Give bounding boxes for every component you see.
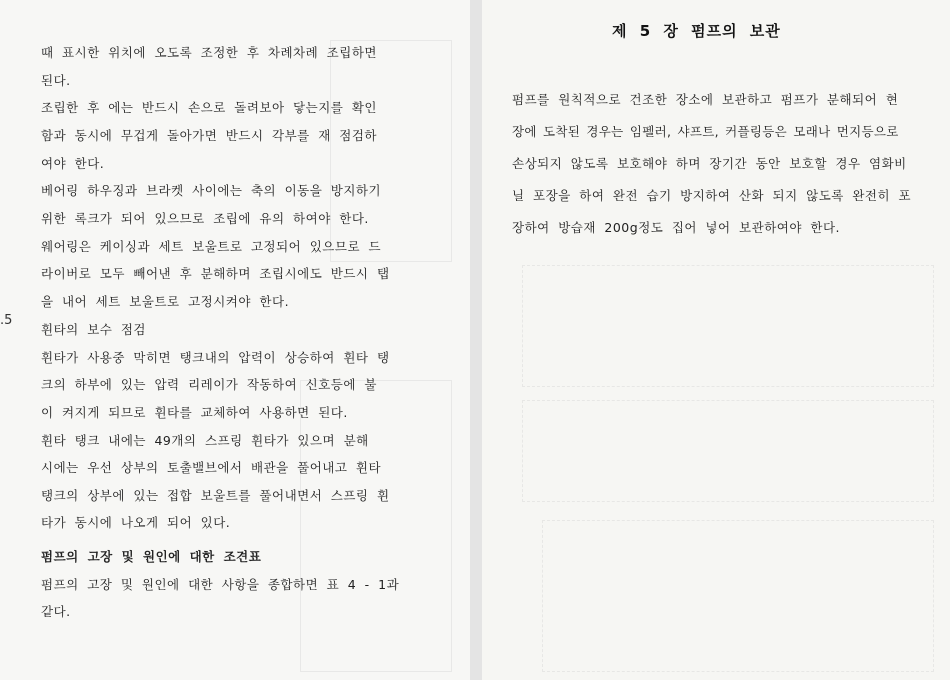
text-line: 휜타 탱크 내에는 49개의 스프링 휜타가 있으며 분해 [41, 433, 369, 448]
text-line: 된다. [41, 73, 71, 88]
text-line: 장에 도착된 경우는 임펠러, 샤프트, 커플링등은 모래나 먼지등으로 [512, 124, 899, 139]
text-line: 타가 동시에 나오게 되어 있다. [41, 515, 231, 530]
text-line: 장하여 방습재 200g정도 집어 넣어 보관하여야 한다. [512, 220, 841, 235]
bleed-through-block [522, 265, 934, 387]
text-line: 손상되지 않도록 보호해야 하며 장기간 동안 보호할 경우 염화비 [512, 156, 907, 171]
bleed-through-block [542, 520, 934, 672]
text-line: 웨어링은 케이싱과 세트 보울트로 고정되어 있으므로 드 [41, 239, 382, 254]
page-gutter [470, 0, 482, 680]
section-heading: 펌프의 고장 및 원인에 대한 조견표 [41, 549, 262, 564]
text-line: 탱크의 상부에 있는 접합 보울트를 풀어내면서 스프링 휜 [41, 488, 390, 503]
text-line: 펌프를 원칙적으로 건조한 장소에 보관하고 펌프가 분해되어 현 [512, 92, 899, 107]
bleed-through-table [330, 40, 452, 262]
text-line: 이 켜지게 되므로 휜타를 교체하여 사용하면 된다. [41, 405, 348, 420]
text-line: 크의 하부에 있는 압력 리레이가 작동하여 신호등에 불 [41, 377, 377, 392]
text-line: 조립한 후 에는 반드시 손으로 돌려보아 닿는지를 확인 [41, 100, 377, 115]
text-line: 을 내어 세트 보울트로 고정시켜야 한다. [41, 294, 290, 309]
text-line: 펌프의 고장 및 원인에 대한 사항을 종합하면 표 4 - 1과 [41, 577, 400, 592]
text-line: 함과 동시에 무겁게 돌아가면 반드시 각부를 재 점검하 [41, 128, 377, 143]
text-line: 휜타가 사용중 막히면 탱크내의 압력이 상승하여 휜타 탱 [41, 350, 390, 365]
bleed-through-block [522, 400, 934, 502]
left-page [0, 0, 470, 680]
text-line: 베어링 하우징과 브라켓 사이에는 축의 이동을 방지하기 [41, 183, 382, 198]
text-line: 때 표시한 위치에 오도록 조정한 후 차례차례 조립하면 [41, 45, 377, 60]
text-line: 닐 포장을 하여 완전 습기 방지하여 산화 되지 않도록 완전히 포 [512, 188, 912, 203]
text-line: 위한 록크가 되어 있으므로 조립에 유의 하여야 한다. [41, 211, 369, 226]
chapter-title: 제 5 장 펌프의 보관 [612, 22, 781, 40]
text-line: 같다. [41, 604, 71, 619]
section-number: .5 [0, 313, 13, 328]
text-line: 여야 한다. [41, 156, 105, 171]
bleed-through-table [300, 380, 452, 672]
text-line: 휜타의 보수 점검 [41, 322, 146, 337]
text-line: 시에는 우선 상부의 토출밸브에서 배관을 풀어내고 휜타 [41, 460, 382, 475]
text-line: 라이버로 모두 빼어낸 후 분해하며 조립시에도 반드시 탭 [41, 266, 390, 281]
